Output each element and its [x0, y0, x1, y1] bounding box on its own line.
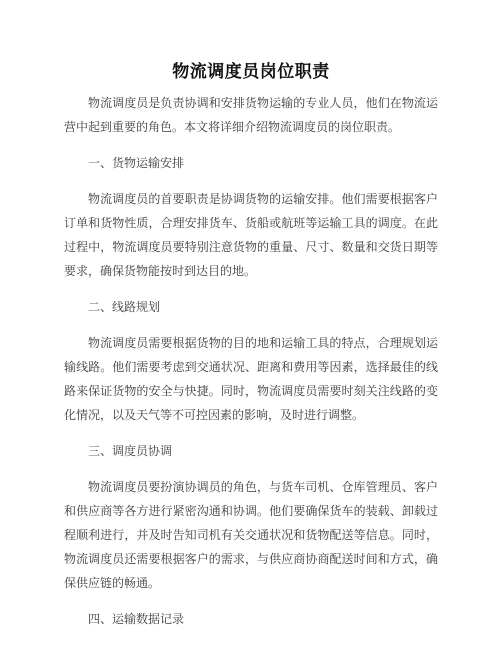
- section-heading-4: 四、运输数据记录: [88, 612, 185, 626]
- section-body-2: 物流调度员需要根据货物的目的地和运输工具的特点，合理规划运输线路。他们需要考虑到交通状况、距离和费用等因素，选择最佳的线路来保证货物的安全与快捷。同时，物流调度员需要时刻关注线路的变化情况，以及天气等不可控因素的影响，及时进行调整。: [64, 336, 438, 422]
- section-body-3: 物流调度员要扮演协调员的角色，与货车司机、仓库管理员、客户和供应商等各方进行紧密沟通和协调。他们要确保货车的装载、卸载过程顺利进行，并及时告知司机有关交通状况和货物配送等信息。同时，物流调度员还需要根据客户的需求，与供应商协商配送时间和方式，确保供应链的畅通。: [64, 480, 438, 590]
- intro-paragraph: 物流调度员是负责协调和安排货物运输的专业人员，他们在物流运营中起到重要的角色。本文将详细介绍物流调度员的岗位职责。: [64, 96, 438, 134]
- section-heading-3: 三、调度员协调: [88, 444, 173, 458]
- section-heading-1: 一、货物运输安排: [88, 156, 185, 170]
- document-body: [64, 91, 438, 631]
- section-body-1: 物流调度员的首要职责是协调货物的运输安排。他们需要根据客户订单和货物性质，合理安排货车、货船或航班等运输工具的调度。在此过程中，物流调度员要特别注意货物的重量、尺寸、数量和交货日期等要求，确保货物能按时到达目的地。: [64, 192, 438, 278]
- section-heading-2: 二、线路规划: [88, 300, 161, 314]
- document-title: 物流调度员岗位职责: [172, 62, 330, 82]
